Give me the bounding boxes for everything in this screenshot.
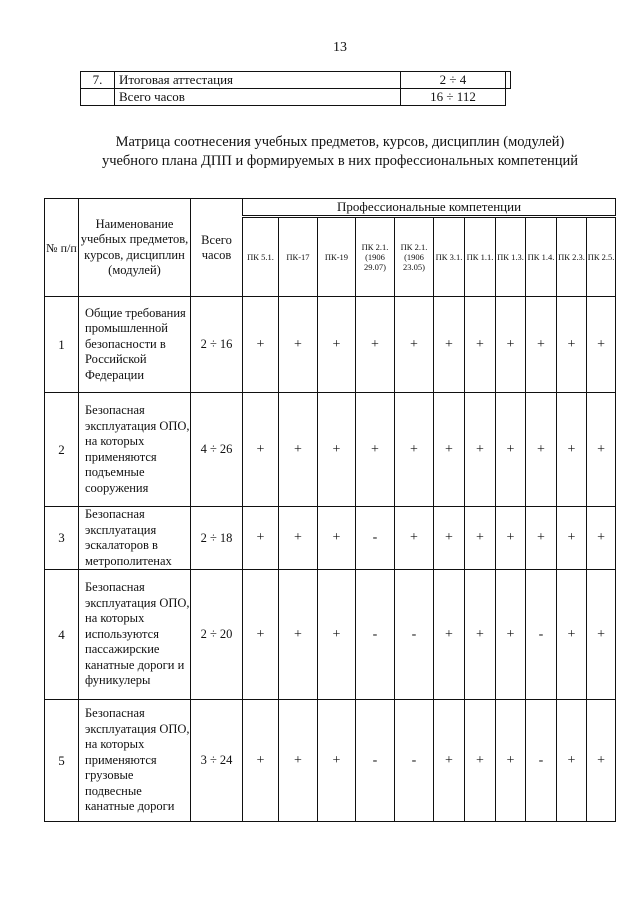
competency-mark: + xyxy=(243,507,279,570)
summary-num xyxy=(81,89,115,106)
competency-mark: + xyxy=(356,297,395,393)
competency-mark: + xyxy=(243,393,279,507)
competency-mark: - xyxy=(356,700,395,822)
competency-mark: + xyxy=(526,297,557,393)
competency-mark: + xyxy=(557,507,587,570)
competency-mark: - xyxy=(356,507,395,570)
row-hours: 2 ÷ 20 xyxy=(191,570,243,700)
competency-mark: + xyxy=(557,570,587,700)
competency-mark: + xyxy=(557,700,587,822)
summary-name: Итоговая аттестация xyxy=(115,72,401,89)
competency-mark: + xyxy=(465,700,496,822)
competency-mark: + xyxy=(434,570,465,700)
competency-code: ПК 5.1. xyxy=(243,217,279,297)
competency-mark: + xyxy=(526,507,557,570)
competency-mark: + xyxy=(318,297,356,393)
competency-mark: + xyxy=(318,507,356,570)
competency-mark: + xyxy=(434,700,465,822)
row-subject-name: Общие требования промышленной безопасности в Российской Федерации xyxy=(79,297,191,393)
row-hours: 2 ÷ 18 xyxy=(191,507,243,570)
row-hours: 3 ÷ 24 xyxy=(191,700,243,822)
competency-mark: + xyxy=(279,700,318,822)
competency-mark: + xyxy=(279,507,318,570)
row-hours: 2 ÷ 16 xyxy=(191,297,243,393)
matrix-title-line: учебного плана ДПП и формируемых в них профессиональных компетенций xyxy=(101,153,579,169)
summary-name: Всего часов xyxy=(115,89,401,106)
competency-mark: - xyxy=(526,700,557,822)
competency-mark: + xyxy=(395,507,434,570)
matrix-title-line: Матрица соотнесения учебных предметов, курсов, дисциплин (модулей) xyxy=(115,134,565,150)
competency-mark: + xyxy=(587,700,616,822)
summary-row xyxy=(81,89,511,106)
competency-mark: + xyxy=(496,297,526,393)
summary-value: 16 ÷ 112 xyxy=(401,89,506,106)
competency-mark: + xyxy=(465,393,496,507)
matrix-title xyxy=(60,133,620,171)
summary-value: 2 ÷ 4 xyxy=(401,72,506,89)
competency-mark: + xyxy=(496,700,526,822)
competency-mark: - xyxy=(526,570,557,700)
competency-code: ПК 2.3. xyxy=(557,217,587,297)
competency-code: ПК 2.1. (1906 23.05) xyxy=(395,217,434,297)
competency-mark: + xyxy=(526,393,557,507)
competency-mark: + xyxy=(434,297,465,393)
competency-code: ПК-19 xyxy=(318,217,356,297)
header-hours: Всего часов xyxy=(191,199,243,297)
matrix-row xyxy=(45,393,616,507)
competency-mark: + xyxy=(395,393,434,507)
competency-mark: + xyxy=(557,393,587,507)
matrix-row xyxy=(45,700,616,822)
competency-mark: + xyxy=(318,393,356,507)
competency-mark: + xyxy=(496,570,526,700)
matrix-row xyxy=(45,297,616,393)
competency-mark: + xyxy=(587,507,616,570)
page-number: 13 xyxy=(333,40,347,55)
competency-code: ПК 2.1. (1906 29.07) xyxy=(356,217,395,297)
competency-mark: + xyxy=(356,393,395,507)
row-subject-name: Безопасная эксплуатация ОПО, на которых используются пассажирские канатные дороги и фуникулеры xyxy=(79,570,191,700)
summary-table xyxy=(80,71,511,106)
competency-mark: + xyxy=(243,700,279,822)
competency-code: ПК 3.1. xyxy=(434,217,465,297)
header-name: Наименование учебных предметов, курсов, дисциплин (модулей) xyxy=(79,199,191,297)
competency-code: ПК 1.3. xyxy=(496,217,526,297)
competency-mark: + xyxy=(496,507,526,570)
competency-code: ПК 1.1. xyxy=(465,217,496,297)
row-subject-name: Безопасная эксплуатация ОПО, на которых применяются грузовые подвесные канатные дороги xyxy=(79,700,191,822)
row-number: 1 xyxy=(45,297,79,393)
competency-mark: + xyxy=(318,570,356,700)
competency-mark: + xyxy=(279,570,318,700)
competency-mark: + xyxy=(587,393,616,507)
row-number: 2 xyxy=(45,393,79,507)
competency-matrix xyxy=(44,198,616,822)
row-number: 4 xyxy=(45,570,79,700)
competency-code: ПК 2.5. xyxy=(587,217,616,297)
competency-mark: + xyxy=(587,297,616,393)
summary-row xyxy=(81,72,511,89)
competency-mark: + xyxy=(496,393,526,507)
competency-mark: - xyxy=(395,570,434,700)
summary-empty-cell xyxy=(506,72,511,89)
row-number: 5 xyxy=(45,700,79,822)
competency-mark: + xyxy=(395,297,434,393)
competency-mark: + xyxy=(557,297,587,393)
competency-mark: + xyxy=(434,393,465,507)
competency-mark: + xyxy=(465,507,496,570)
competency-mark: + xyxy=(434,507,465,570)
competency-mark: + xyxy=(465,297,496,393)
competency-code: ПК-17 xyxy=(279,217,318,297)
competency-code: ПК 1.4. xyxy=(526,217,557,297)
competency-mark: + xyxy=(243,570,279,700)
competency-mark: - xyxy=(356,570,395,700)
summary-num: 7. xyxy=(81,72,115,89)
row-hours: 4 ÷ 26 xyxy=(191,393,243,507)
matrix-row xyxy=(45,570,616,700)
row-number: 3 xyxy=(45,507,79,570)
header-competencies: Профессиональные компетенции xyxy=(243,199,616,217)
competency-mark: - xyxy=(395,700,434,822)
competency-mark: + xyxy=(465,570,496,700)
row-subject-name: Безопасная эксплуатация эскалаторов в метрополитенах xyxy=(79,507,191,570)
header-num: № п/п xyxy=(45,199,79,297)
row-subject-name: Безопасная эксплуатация ОПО, на которых применяются подъемные сооружения xyxy=(79,393,191,507)
competency-mark: + xyxy=(279,297,318,393)
competency-mark: + xyxy=(243,297,279,393)
summary-empty-cell xyxy=(506,89,511,106)
competency-mark: + xyxy=(587,570,616,700)
competency-mark: + xyxy=(279,393,318,507)
matrix-row xyxy=(45,507,616,570)
competency-mark: + xyxy=(318,700,356,822)
matrix-header-row xyxy=(45,199,616,217)
